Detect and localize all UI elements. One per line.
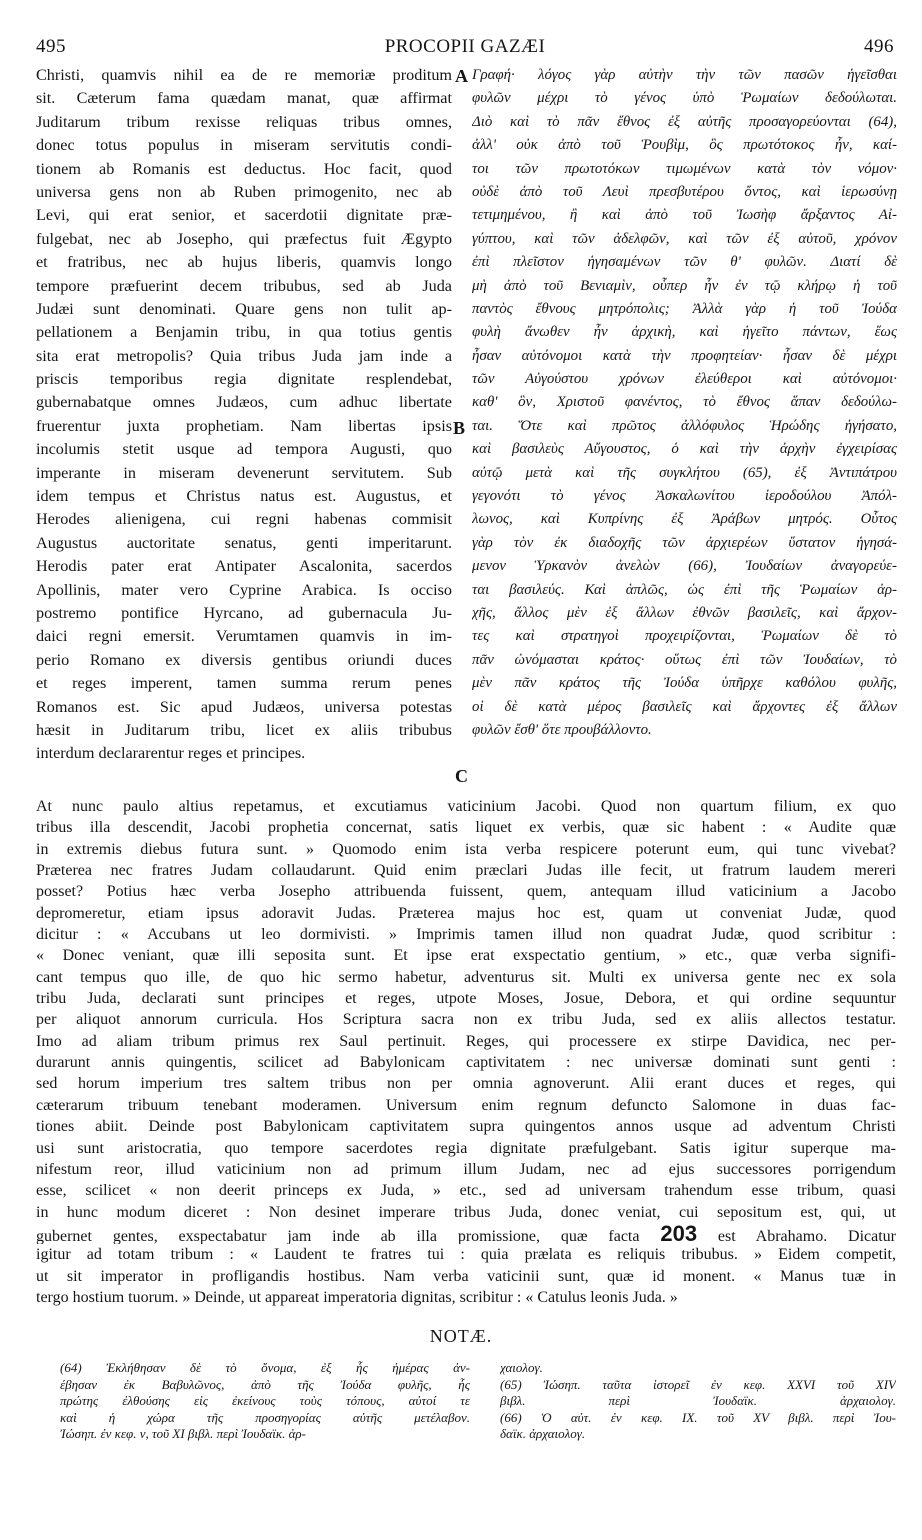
body-text-line: posset? Potius hæc verba Josepho attribuenda fuissent, quem, antequam illud vaticinium a Jacobo — [36, 883, 896, 901]
greek-text-line: ἐπὶ πλεῖστον ἡγησαμένων τῶν θ' φυλῶν. Διατί δὲ — [472, 254, 897, 271]
body-text-line: At nunc paulo altius repetamus, et excutiamus vaticinium Jacobi. Quod non quartum filium, ex quo — [36, 798, 896, 815]
latin-text-line: incolumis stetit usque ad tempora Augusti, quo — [36, 440, 452, 459]
latin-text-line: donec totus populus in miseram servitutis condi- — [36, 136, 452, 155]
body-text-line: per aliquot annorum curricula. Hos Scriptura sacra non ex tribu Juda, sed ex aliis allectos testatur. — [36, 1011, 896, 1029]
body-text-line: tribu Juda, declarati sunt principes et reges, utpote Moses, Josue, Debora, et qui ordine sequuntur — [36, 990, 896, 1008]
body-text-line — [36, 1223, 896, 1244]
body-text-line: tergo hostium tuorum. » Deinde, ut appareat imperatoria dignitas, scribitur : « Catulus leonis Juda. » — [36, 1288, 678, 1306]
latin-text-line: daici regni emersit. Verumtamen quamvis in im- — [36, 627, 452, 646]
body-text-line: esse, scilicet « non deerit princeps ex Juda, » etc., sed ad universam trahendum esse tribum, quasi — [36, 1182, 896, 1200]
latin-text-line: Judæi sunt denominati. Quare gens non tulit ap- — [36, 299, 452, 318]
margin-letter-c: C — [455, 766, 468, 786]
body-text-line: depromeretur, etiam ipsus adoravit Judas. Præterea majus hoc est, quam ut conveniat Judæ, quod — [36, 904, 896, 922]
greek-text-line: μὴ ἀπὸ τοῦ Βενιαμὶν, οὗπερ ἦν ἐν τῷ κλήρῳ ἡ τοῦ — [472, 277, 897, 294]
body-text-line: cæterarum tribuum tenebant moderamen. Universum enim regnum defuncto Salomone in duas fac- — [36, 1096, 896, 1114]
latin-text-line: Herodis pater erat Antipater Ascalonita, sacerdos — [36, 557, 452, 576]
greek-text-line: Γραφή· λόγος γὰρ αὐτὴν τὴν τῶν πασῶν ἡγεῖσθαι — [472, 67, 897, 83]
greek-text-line: φυλὴ ἄνωθεν ἦν ἀρχικὴ, καὶ ἡγεῖτο πάντων, ἕως — [472, 324, 897, 341]
greek-text-line: φυλῶν ἔσθ' ὅτε προυβάλλοντο. — [472, 721, 652, 738]
latin-text-line: pellationem a Benjamin tribu, in qua totius gentis — [36, 323, 452, 342]
note-line: (66) Ὁ αὐτ. ἐν κεφ. IX. τοῦ XV βιβλ. περὶ Ἰου- — [500, 1409, 896, 1425]
body-text-line: Imo ad aliam tribum primus rex Saul pertinuit. Reges, qui processere ex stirpe Davidica, nec per- — [36, 1032, 896, 1050]
notes-right-column — [500, 1360, 896, 1443]
greek-text-line: μὲν πᾶν κράτος τῆς Ἰούδα ὑπῆρχε καθόλου φυλῆς, — [472, 675, 897, 692]
left-page-number: 495 — [36, 36, 66, 57]
greek-text-line: μενον Ὑρκανὸν ἀνελὼν (66), Ἰουδαίων ἀναγορεύε- — [472, 558, 897, 575]
latin-text-line: fruerentur juxta prophetiam. Nam libertas ipsis — [36, 416, 452, 435]
greek-text-line: παντὸς ἔθνους μητρόπολις; Ἀλλὰ γὰρ ἡ τοῦ Ἰούδα — [472, 300, 897, 317]
greek-text-line: χῆς, ἄλλος μὲν ἐξ ἄλλων ἐθνῶν βασιλεῖς, καὶ ἄρχον- — [472, 604, 897, 621]
latin-text-line: Herodes alienigena, cui regni habenas commisit — [36, 510, 452, 529]
greek-text-line: καθ' ὃν, Χριστοῦ φανέντος, τὸ ἔθνος ἅπαν δεδούλω- — [472, 394, 897, 411]
notes-left-column — [60, 1360, 470, 1443]
latin-text-line: postremo pontifice Hyrcano, ad gubernacula Ju- — [36, 603, 452, 622]
folio-number: 203 — [660, 1222, 698, 1245]
greek-text-line: ἦσαν αὐτόνομοι κατὰ τὴν προφητείαν· ἦσαν δὲ μέχρι — [472, 347, 897, 364]
greek-text-line: οἱ δὲ κατὰ μέρος βασιλεῖς καὶ ἄρχοντες ἐξ ἄλλων — [472, 698, 897, 715]
latin-text-line: Juditarum tribum rexisse reliquas tribus omnes, — [36, 112, 452, 131]
body-text-segment: est Abrahamo. Dicatur — [717, 1227, 896, 1245]
latin-text-line: et fratribus, nec ab hujus liberis, quamvis longo — [36, 253, 452, 272]
greek-text-line: καὶ βασιλεὺς Αὔγουστος, ὁ καὶ τὴν ἀρχὴν ἐγχειρίσας — [472, 441, 897, 458]
note-line: χαιολογ. — [500, 1360, 543, 1375]
latin-text-line: fulgebat, nec ab Josepho, qui præfectus fuit Ægypto — [36, 229, 452, 248]
greek-text-line: τοι τῶν πρωτοτόκων τιμωμένων κατὰ τὸν νόμον· — [472, 160, 897, 177]
greek-text-line: αὐτῷ μετὰ καὶ τῆς συγκλήτου (65), ἐξ Ἀντιπάτρου — [472, 464, 897, 481]
note-line: Ἰώσηπ. ἐν κεφ. ν, τοῦ ΧΙ βιβλ. περὶ Ἰουδαϊκ. ἀρ- — [60, 1426, 307, 1441]
latin-text-line: priscis temporibus regia dignitate resplendebat, — [36, 370, 452, 389]
latin-text-line: Christi, quamvis nihil ea de re memoriæ proditum — [36, 66, 452, 84]
greek-text-line: λωνος, καὶ Κυπρίνης ἐξ Ἀράβων μητρός. Οὗτος — [472, 511, 897, 528]
latin-text-line: perio Romano ex diversis gentibus oriundi duces — [36, 650, 452, 669]
notes-heading: NOTÆ. — [429, 1326, 493, 1346]
body-text-line: usi sunt aristocratia, quo tempore sacerdotes regia dignitate præfulgebant. Satis igitur superque ma- — [36, 1139, 896, 1157]
latin-text-line: Augustus auctoritate senatus, genti imperitarunt. — [36, 533, 452, 552]
greek-text-line: γύπτου, καὶ τῶν ἀδελφῶν, καὶ τῶν ἐξ αὐτοῦ, χρόνον — [472, 230, 897, 247]
latin-text-line: tempore præfuerint decem tribubus, sed ab Juda — [36, 276, 452, 295]
greek-text-line: οὐδὲ ἀπὸ τοῦ Λευὶ πρεσβυτέρου ὄντος, καὶ ἱερωσύνῃ — [472, 183, 897, 200]
note-line: βιβλ. περὶ Ἰουδαϊκ. ἀρχαιολογ. — [500, 1393, 896, 1408]
greek-text-line: τῶν Αὐγούστου χρόνων ἐλεύθεροι καὶ αὐτόνομοι· — [472, 371, 897, 388]
right-page-number: 496 — [864, 36, 894, 57]
latin-text-line: Romanos est. Sic apud Judæos, universa potestas — [36, 697, 452, 716]
latin-text-line: gubernabatque omnes Judæos, cum adhuc libertate — [36, 393, 452, 412]
greek-text-line: Διὸ καὶ τὸ πᾶν ἔθνος ἐξ αὐτῆς προσαγορεύονται (64), — [472, 113, 897, 130]
greek-text-line: γὰρ τὸν ἐκ διαδοχῆς τῶν ἀρχιερέων ὕστατον ἡγησά- — [472, 534, 897, 551]
greek-text-line: ται βασιλεύς. Καὶ ἁπλῶς, ὡς ἐπὶ τῆς Ῥωμαίων ἀρ- — [472, 581, 897, 598]
running-head — [36, 36, 894, 62]
body-text-line: tribus illa descendit, Jacobi prophetia concernat, satis liquet ex verbis, quæ sic habent : « Audite quæ — [36, 819, 896, 837]
latin-text-line: et reges imperent, tamen summa rerum penes — [36, 674, 452, 693]
note-line: (64) Ἐκλήθησαν δὲ τὸ ὄνομα, ἐξ ἧς ἡμέρας ἀν- — [60, 1360, 470, 1375]
latin-text-line: Apollinis, mater vero Cyprine Arabica. Is occiso — [36, 580, 452, 599]
latin-text-line: interdum declararentur reges et principes. — [36, 744, 306, 763]
latin-text-line: universa gens non ab Ruben primogenito, nec ab — [36, 182, 452, 201]
latin-text-line: hæsit in Juditarum tribu, licet ex aliis tribubus — [36, 720, 452, 739]
latin-text-line: tionem ab Romanis est deductus. Hoc facit, quod — [36, 159, 452, 178]
note-line: δαϊκ. ἀρχαιολογ. — [500, 1426, 586, 1441]
note-line: έβησαν ἐκ Βαβυλῶνος, ἀπὸ τῆς Ἰούδα φυλῆς, ἧς — [60, 1376, 470, 1392]
body-text-line: Præterea nec fratres Judam collaudarunt. Quid enim præclari Judas ille fecit, ut fratrum laudem mereri — [36, 862, 896, 880]
body-text-line: cant tempus quo ille, de quo hic sermo habetur, adventurus sit. Multi ex universa gente nec ex sola — [36, 968, 896, 986]
note-line: (65) Ἰώσηπ. ταῦτα ἱστορεῖ ἐν κεφ. XXVI τοῦ XIV — [500, 1376, 896, 1392]
body-text-line: durarunt annis quingentis, scilicet ad Babylonicam captivitatem : nec universæ dominati sunt genti : — [36, 1054, 896, 1072]
full-width-text — [36, 796, 896, 1308]
body-text-line: tiones abiit. Deinde post Babylonicam captivitatem supra quingentos annos usque ad adventum Christi — [36, 1118, 896, 1136]
margin-letter-a: A — [455, 66, 468, 86]
greek-text-line: πᾶν ὠνόμασται κράτος· οὕτως ἐπὶ τῶν Ἰουδαίων, τὸ — [472, 651, 897, 668]
greek-text-line: τες καὶ στρατηγοὶ προχειρίζονται, Ῥωμαίων δὲ τὸ — [472, 628, 897, 645]
body-text-line: nifestum reor, illud vaticinium non ad primum illum Judam, nec ad ejus successores porrigendum — [36, 1160, 896, 1178]
latin-text-line: sita erat metropolis? Quia tribus Juda jam inde a — [36, 346, 452, 365]
greek-text-line: ται. Ὅτε καὶ πρῶτος ἀλλόφυλος Ἡρώδης ἡγήσατο, — [472, 417, 897, 434]
margin-letter-b: B — [453, 418, 466, 438]
latin-text-line: idem tempus et Christus natus est. Augustus, et — [36, 487, 452, 506]
latin-text-line: sit. Cæterum fama quædam manat, quæ affirmat — [36, 89, 452, 108]
running-title: PROCOPII GAZÆI — [384, 36, 546, 57]
body-text-line: in extremis diebus futura sunt. » Quomodo enim ista verba respicere poterunt eum, qui tunc vivebat? — [36, 840, 896, 858]
body-text-line: igitur ad totam tribum : « Laudent te fratres tui : quia prælata es reliquis tribubus. » Eidem competit, — [36, 1246, 896, 1264]
body-text-line: in hunc modum diceret : Non desinet imperare tribus Juda, donec veniat, cui sepositum est, qui, ut — [36, 1203, 896, 1221]
body-text-line: ut sit imperator in profligandis hostibus. Nam verba vaticinii sunt, quæ id monent. « Manus tuæ in — [36, 1267, 896, 1285]
latin-text-line: imperante in miseram devenerunt servitutem. Sub — [36, 463, 452, 482]
latin-column — [36, 64, 452, 766]
body-text-line: sed horum imperium tres saltem tribus non per omnia agnoverunt. Alii erant duces et reges, qui — [36, 1075, 896, 1093]
greek-text-line: γεγονότι τὸ γένος Ἀσκαλωνίτου ἱεροδούλου Ἀπόλ- — [472, 488, 897, 505]
body-text-segment: gubernet gentes, exspectabatur jam inde ab illa promissione, quæ facta — [36, 1227, 640, 1245]
latin-text-line: Levi, qui erat senior, et sacerdotii dignitate præ- — [36, 206, 452, 225]
note-line: πρώτης ἐλθούσης εἰς ἐκείνους τοὺς τόπους, αὐτοί τε — [60, 1393, 470, 1408]
note-line: καὶ ἡ χώρα τῆς προσηγορίας αὐτῆς μετέλαβον. — [60, 1409, 470, 1425]
greek-text-line: φυλῶν μέχρι τὸ γένος ὑπὸ Ῥωμαίων δεδούλωται. — [472, 90, 897, 107]
greek-text-line: ἀλλ' οὐκ ἀπὸ τοῦ Ῥουβὶμ, ὃς πρωτότοκος ἦν, καί- — [472, 137, 897, 154]
greek-column — [472, 64, 897, 742]
greek-text-line: τετιμημένου, ἢ καὶ ἀπὸ τοῦ Ἰωσὴφ ἄρξαντος Αἰ- — [472, 207, 897, 224]
body-text-line: « Donec veniant, quæ illi seposita sunt. Et ipse erat exspectatio gentium, » etc., quæ verba signifi- — [36, 947, 896, 965]
body-text-line: dicitur : « Accubans ut leo dormivisti. » Imprimis tamen illud non quadrat Judæ, quod scribitur : — [36, 926, 896, 944]
